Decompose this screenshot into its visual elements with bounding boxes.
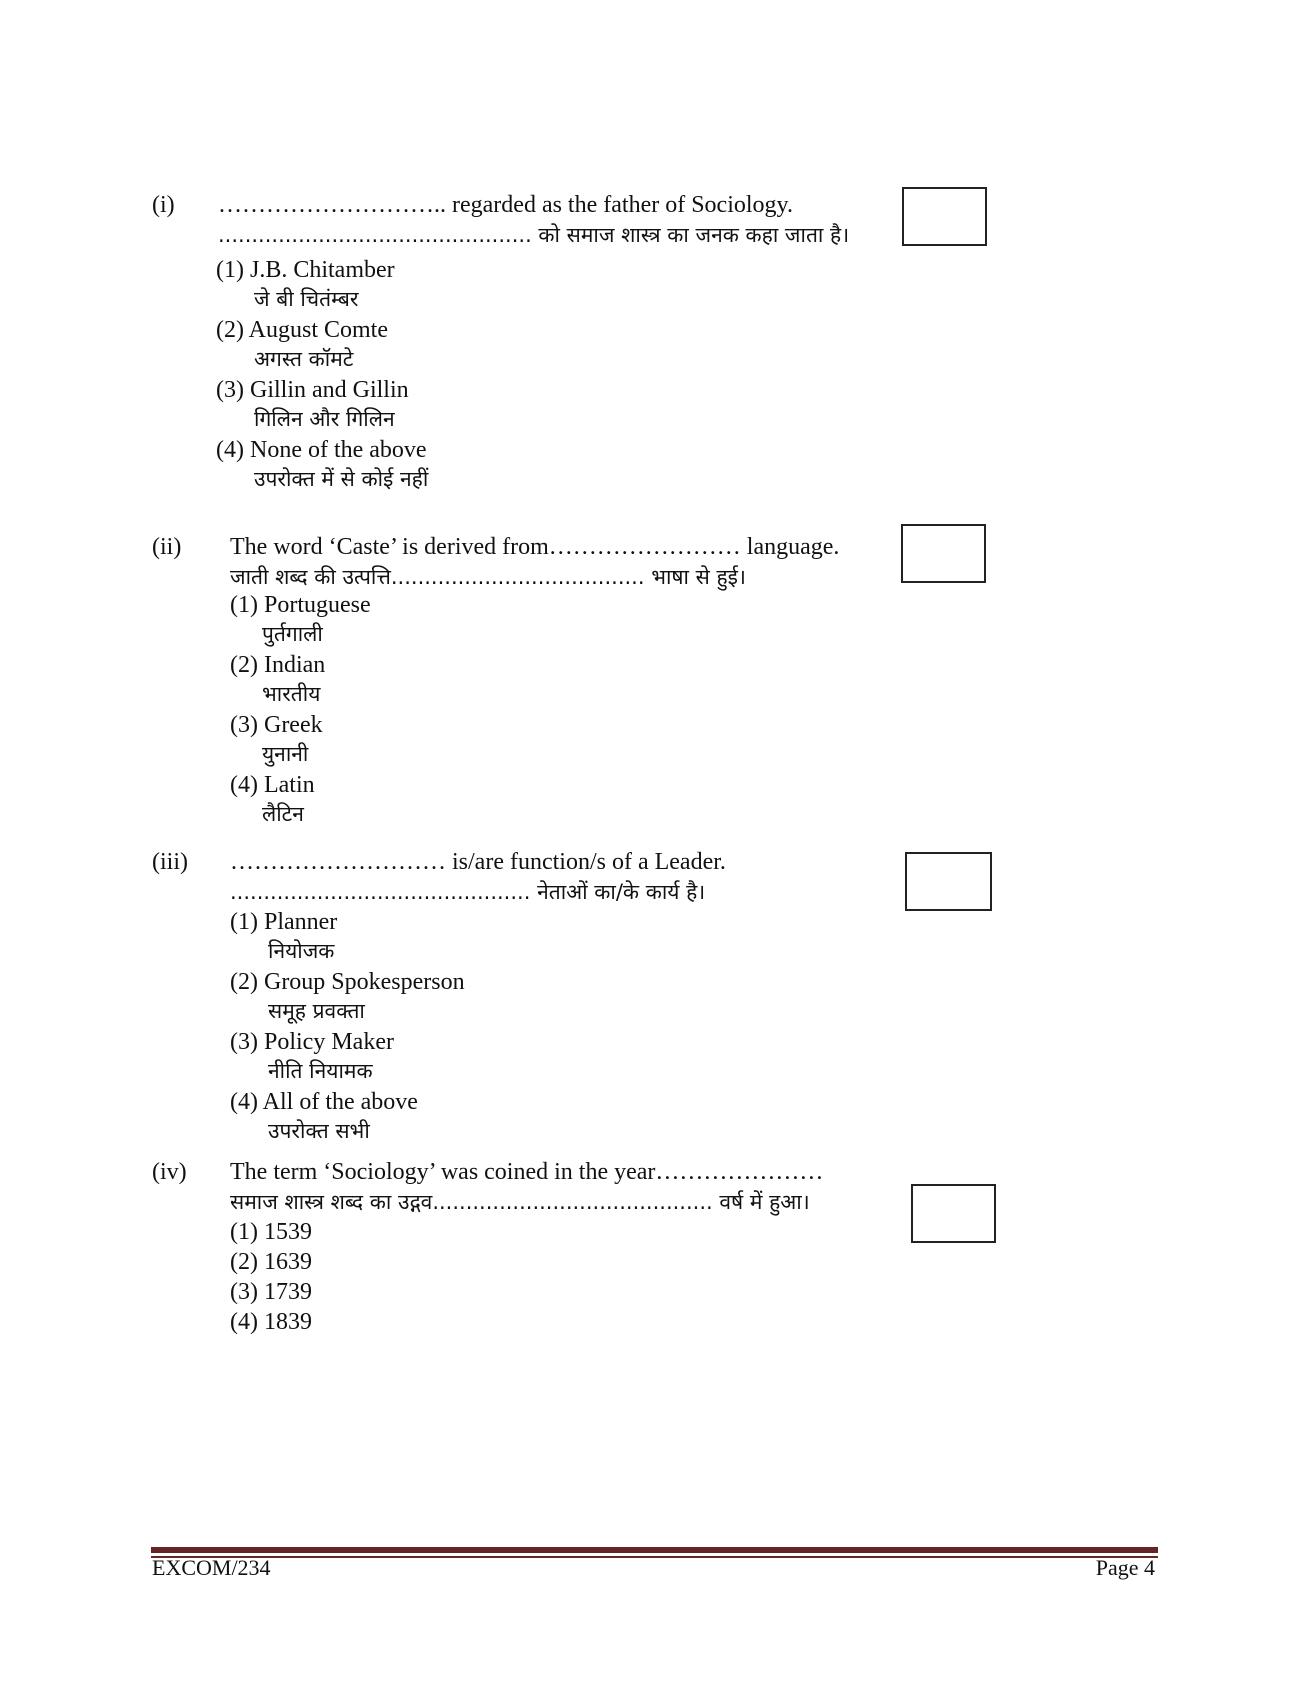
document-code: EXCOM/234 [152, 1555, 271, 1580]
option-english: (2) 1639 [230, 1249, 312, 1275]
option-hindi: जे बी चितंम्बर [254, 287, 359, 311]
option-hindi: भारतीय [262, 682, 321, 706]
option-english: (1) Portuguese [230, 592, 371, 618]
option-hindi: नीति नियामक [268, 1059, 373, 1083]
question-text-english: The word ‘Caste’ is derived from…………………… language. [230, 534, 840, 560]
option-english: (3) 1739 [230, 1279, 312, 1305]
option-english: (2) Indian [230, 652, 326, 678]
question-text-hindi: ............................................... को समाज शास्त्र का जनक कहा जाता है। [218, 223, 850, 247]
question-text-hindi: जाती शब्द की उत्पत्ति...................................... भाषा से हुई। [230, 565, 746, 589]
option-english: (1) Planner [230, 909, 338, 935]
option-english: (3) Greek [230, 712, 323, 738]
option-hindi: समूह प्रवक्ता [268, 999, 365, 1023]
option-english: (3) Policy Maker [230, 1029, 394, 1055]
option-english: (4) 1839 [230, 1309, 312, 1335]
option-hindi: नियोजक [268, 939, 335, 963]
question-text-english: The term ‘Sociology’ was coined in the year………………… [230, 1159, 824, 1185]
option-english: (1) J.B. Chitamber [216, 257, 395, 283]
option-english: (2) August Comte [216, 317, 388, 343]
answer-box[interactable] [911, 1184, 996, 1243]
page-number: Page 4 [1095, 1555, 1155, 1580]
footer-rule-thin [151, 1556, 1158, 1558]
option-hindi: युनानी [262, 742, 309, 766]
question-text-english: ……………………… is/are function/s of a Leader. [230, 849, 726, 875]
option-english: (3) Gillin and Gillin [216, 377, 409, 403]
question-text-hindi: समाज शास्त्र शब्द का उद्गव.......................................... वर्ष में हुआ। [230, 1190, 810, 1214]
answer-box[interactable] [905, 852, 992, 911]
option-english: (1) 1539 [230, 1219, 312, 1245]
option-hindi: अगस्त कॉमटे [254, 347, 354, 371]
option-english: (4) None of the above [216, 437, 427, 463]
footer-rule-thick [151, 1547, 1158, 1553]
option-english: (4) Latin [230, 772, 315, 798]
option-english: (4) All of the above [230, 1089, 418, 1115]
question-number: (i) [152, 192, 175, 218]
option-hindi: उपरोक्त सभी [268, 1119, 370, 1143]
question-text-english: ……………………….. regarded as the father of Sociology. [218, 192, 793, 218]
option-hindi: लैटिन [262, 802, 304, 826]
option-hindi: उपरोक्त में से कोई नहीं [254, 467, 429, 491]
option-hindi: पुर्तगाली [262, 622, 323, 646]
question-text-hindi: ............................................. नेताओं का/के कार्य है। [230, 880, 706, 904]
question-number: (iv) [152, 1159, 187, 1185]
question-number: (ii) [152, 534, 182, 560]
option-hindi: गिलिन और गिलिन [254, 407, 395, 431]
answer-box[interactable] [902, 187, 987, 246]
option-english: (2) Group Spokesperson [230, 969, 465, 995]
answer-box[interactable] [901, 524, 986, 583]
question-number: (iii) [152, 849, 188, 875]
